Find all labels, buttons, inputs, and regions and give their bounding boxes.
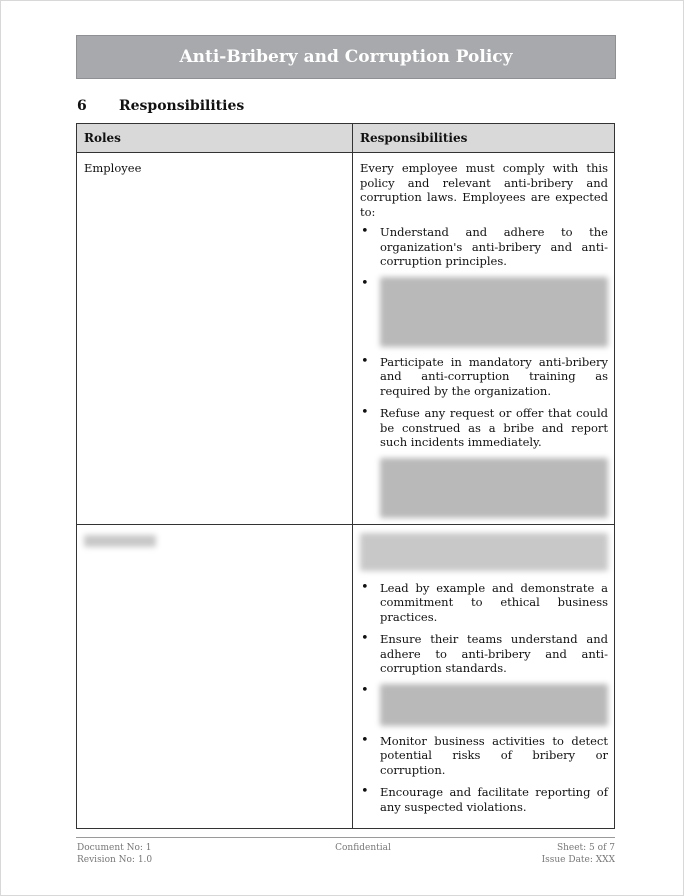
document-title-bar <box>76 35 616 79</box>
section-number: 6 <box>77 98 87 114</box>
header-roles: Roles <box>77 124 353 153</box>
table-row <box>77 524 615 829</box>
list-item-redacted <box>360 277 608 347</box>
responsibilities-cell <box>353 524 615 829</box>
list-item: • Understand and adhere to the organization's anti-bribery and anti-corruption principles. <box>360 225 608 269</box>
footer-sheet: Sheet: 5 of 7 <box>556 843 615 853</box>
redacted-intro <box>360 533 608 571</box>
footer-document-no: Document No: 1 <box>77 843 152 853</box>
responsibilities-list <box>360 225 608 450</box>
redacted-paragraph <box>380 458 608 518</box>
responsibilities-list <box>360 581 608 815</box>
footer-classification: Confidential <box>335 843 391 853</box>
redacted-text <box>380 277 608 347</box>
role-cell <box>77 153 353 525</box>
role-cell <box>77 524 353 829</box>
table-row <box>77 153 615 525</box>
role-name: Employee <box>84 161 142 175</box>
footer-rule <box>76 837 615 838</box>
footer-issue-date: Issue Date: XXX <box>541 855 615 865</box>
list-item: • Participate in mandatory anti-bribery and anti-corruption training as required by the organization. <box>360 355 608 399</box>
document-title: Anti-Bribery and Corruption Policy <box>179 47 513 67</box>
responsibilities-cell <box>353 153 615 525</box>
footer-revision-no: Revision No: 1.0 <box>77 855 153 865</box>
list-item: • Refuse any request or offer that could be construed as a bribe and report such incidents immediately. <box>360 406 608 450</box>
table-header-row <box>77 124 615 153</box>
section-heading <box>77 98 244 114</box>
redacted-role-name <box>84 535 156 547</box>
header-responsibilities: Responsibilities <box>353 124 615 153</box>
responsibilities-table <box>76 123 615 829</box>
list-item: • Ensure their teams understand and adhere to anti-bribery and anti-corruption standards. <box>360 632 608 676</box>
list-item: • Lead by example and demonstrate a commitment to ethical business practices. <box>360 581 608 625</box>
redacted-text <box>380 684 608 726</box>
list-item: • Encourage and facilitate reporting of any suspected violations. <box>360 785 608 814</box>
footer <box>76 842 615 868</box>
list-item: • Monitor business activities to detect potential risks of bribery or corruption. <box>360 734 608 778</box>
list-item-redacted <box>360 684 608 726</box>
responsibilities-intro: Every employee must comply with this policy and relevant anti-bribery and corruption laws. Employees are expected to: <box>360 161 608 219</box>
section-title: Responsibilities <box>119 98 245 114</box>
